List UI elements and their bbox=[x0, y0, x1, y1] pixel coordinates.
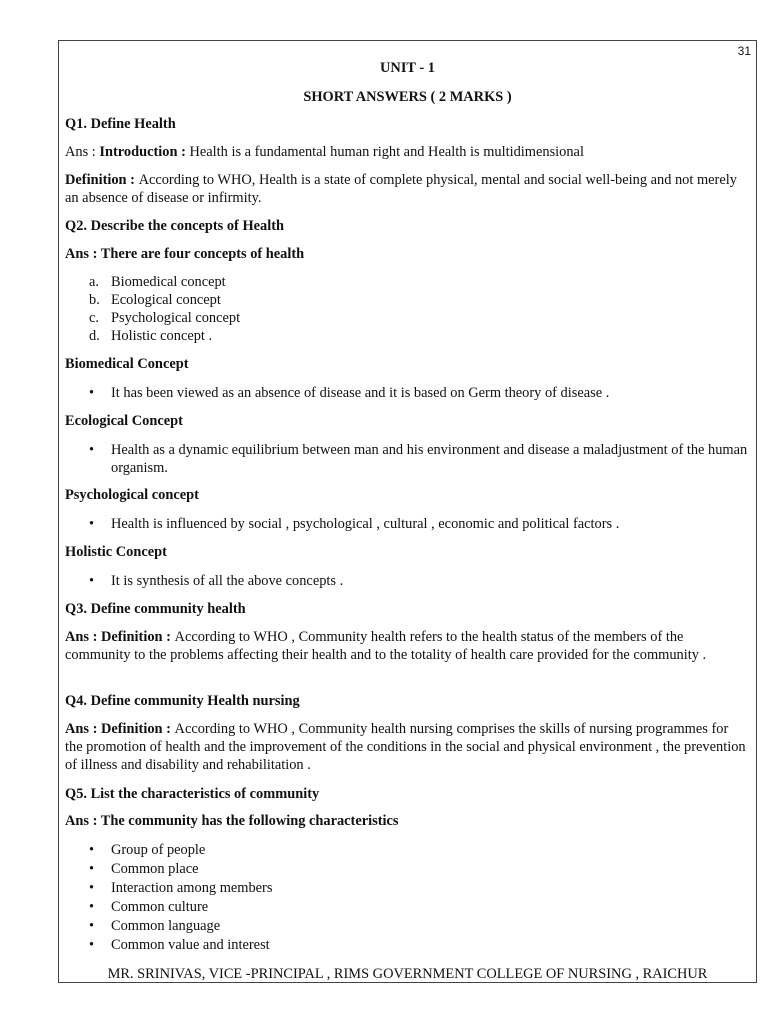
q2-question: Q2. Describe the concepts of Health bbox=[65, 218, 285, 234]
biomedical-heading: Biomedical Concept bbox=[65, 356, 189, 372]
q3-answer bbox=[65, 628, 749, 664]
q1-def-text: According to WHO, Health is a state of complete physical, mental and social well-being and not merely an absence of disease or infirmity. bbox=[65, 172, 737, 206]
q1-intro-text: Health is a fundamental human right and Health is multidimensional bbox=[189, 144, 584, 160]
q1-ans-prefix: Ans : bbox=[65, 144, 100, 160]
q5-question: Q5. List the characteristics of community bbox=[65, 786, 320, 802]
q5-answer: Ans : The community has the following characteristics bbox=[65, 813, 399, 829]
q1-intro bbox=[65, 143, 584, 161]
q1-intro-label: Introduction : bbox=[99, 144, 190, 160]
ecological-heading: Ecological Concept bbox=[65, 413, 183, 429]
q4-ans-label: Ans : Definition : bbox=[65, 721, 175, 737]
q1-def-label: Definition : bbox=[65, 172, 139, 188]
unit-title: UNIT - 1 bbox=[380, 60, 435, 76]
list-item: b. Ecological concept bbox=[89, 292, 221, 308]
page-number: 31 bbox=[737, 44, 751, 58]
q1-question: Q1. Define Health bbox=[65, 116, 176, 132]
list-item: c. Psychological concept bbox=[89, 310, 241, 326]
list-item: a. Biomedical concept bbox=[89, 274, 226, 290]
list-item: d. Holistic concept . bbox=[89, 328, 213, 344]
q3-ans-label: Ans : Definition : bbox=[65, 629, 175, 645]
page-frame: 31 UNIT - 1 SHORT ANSWERS ( 2 MARKS ) Q1. Define Health Ans : Introduction : Health is a fundamental human right and Health is multidimensional Definition : According to WHO, Health is a state of complete physical, mental and social well-being and not merely an absence of disease or infirmity. Q2. Describe the concepts of Health Ans : There are four concepts of health a. Biomedical concept b. Ecological concept c. Psychological concept d. Holistic concept . Biomedical Concept • It has been viewed as an absence of disease and it is based on Germ theory of disease . Ecological Concept • Health as a dynamic equilibrium between man and his environment and disease a maladjustment of the human organism. Psychological concept • Health is influenced by social , psychological , cultural , economic and political factors . Holistic Concept • It is synthesis of all the above concepts . Q3. Define community health Ans : Definition : According to WHO , Community health refers to the health status of the members of the community to the problems affecting their health and to the totality of health care provided for the community . Q4. Define community Health nursing Ans : Definition : According to WHO , Community health nursing comprises the skills of nursing programmes for the promotion of health and the improvement of the conditions in the social and physical environment , the prevention of illness and disability and rehabilitation . Q5. List the characteristics of community Ans : The community has the following characteristics • Group of people • Common place • Interaction among members • Common culture • Common language • Common value and interest MR. SRINIVAS, VICE -PRINCIPAL , RIMS GOVERNMENT COLLEGE OF NURSING , RAICHUR bbox=[58, 40, 757, 983]
holistic-heading: Holistic Concept bbox=[65, 544, 167, 560]
q4-answer bbox=[65, 720, 749, 774]
q3-ans-text: According to WHO , Community health refers to the health status of the members of the community to the problems affecting their health and to the totality of health care provided for the community . bbox=[65, 629, 707, 663]
page-footer: MR. SRINIVAS, VICE -PRINCIPAL , RIMS GOVERNMENT COLLEGE OF NURSING , RAICHUR bbox=[107, 966, 708, 982]
q3-question: Q3. Define community health bbox=[65, 601, 246, 617]
psychological-heading: Psychological concept bbox=[65, 487, 199, 503]
q4-ans-text: According to WHO , Community health nursing comprises the skills of nursing programmes for the promotion of health and the improvement of the conditions in the social and physical environment , the prevention of illness and disability and rehabilitation . bbox=[65, 721, 746, 773]
section-title: SHORT ANSWERS ( 2 MARKS ) bbox=[303, 89, 512, 105]
q2-answer: Ans : There are four concepts of health bbox=[65, 246, 305, 262]
q1-definition bbox=[65, 171, 749, 207]
q4-question: Q4. Define community Health nursing bbox=[65, 693, 300, 709]
